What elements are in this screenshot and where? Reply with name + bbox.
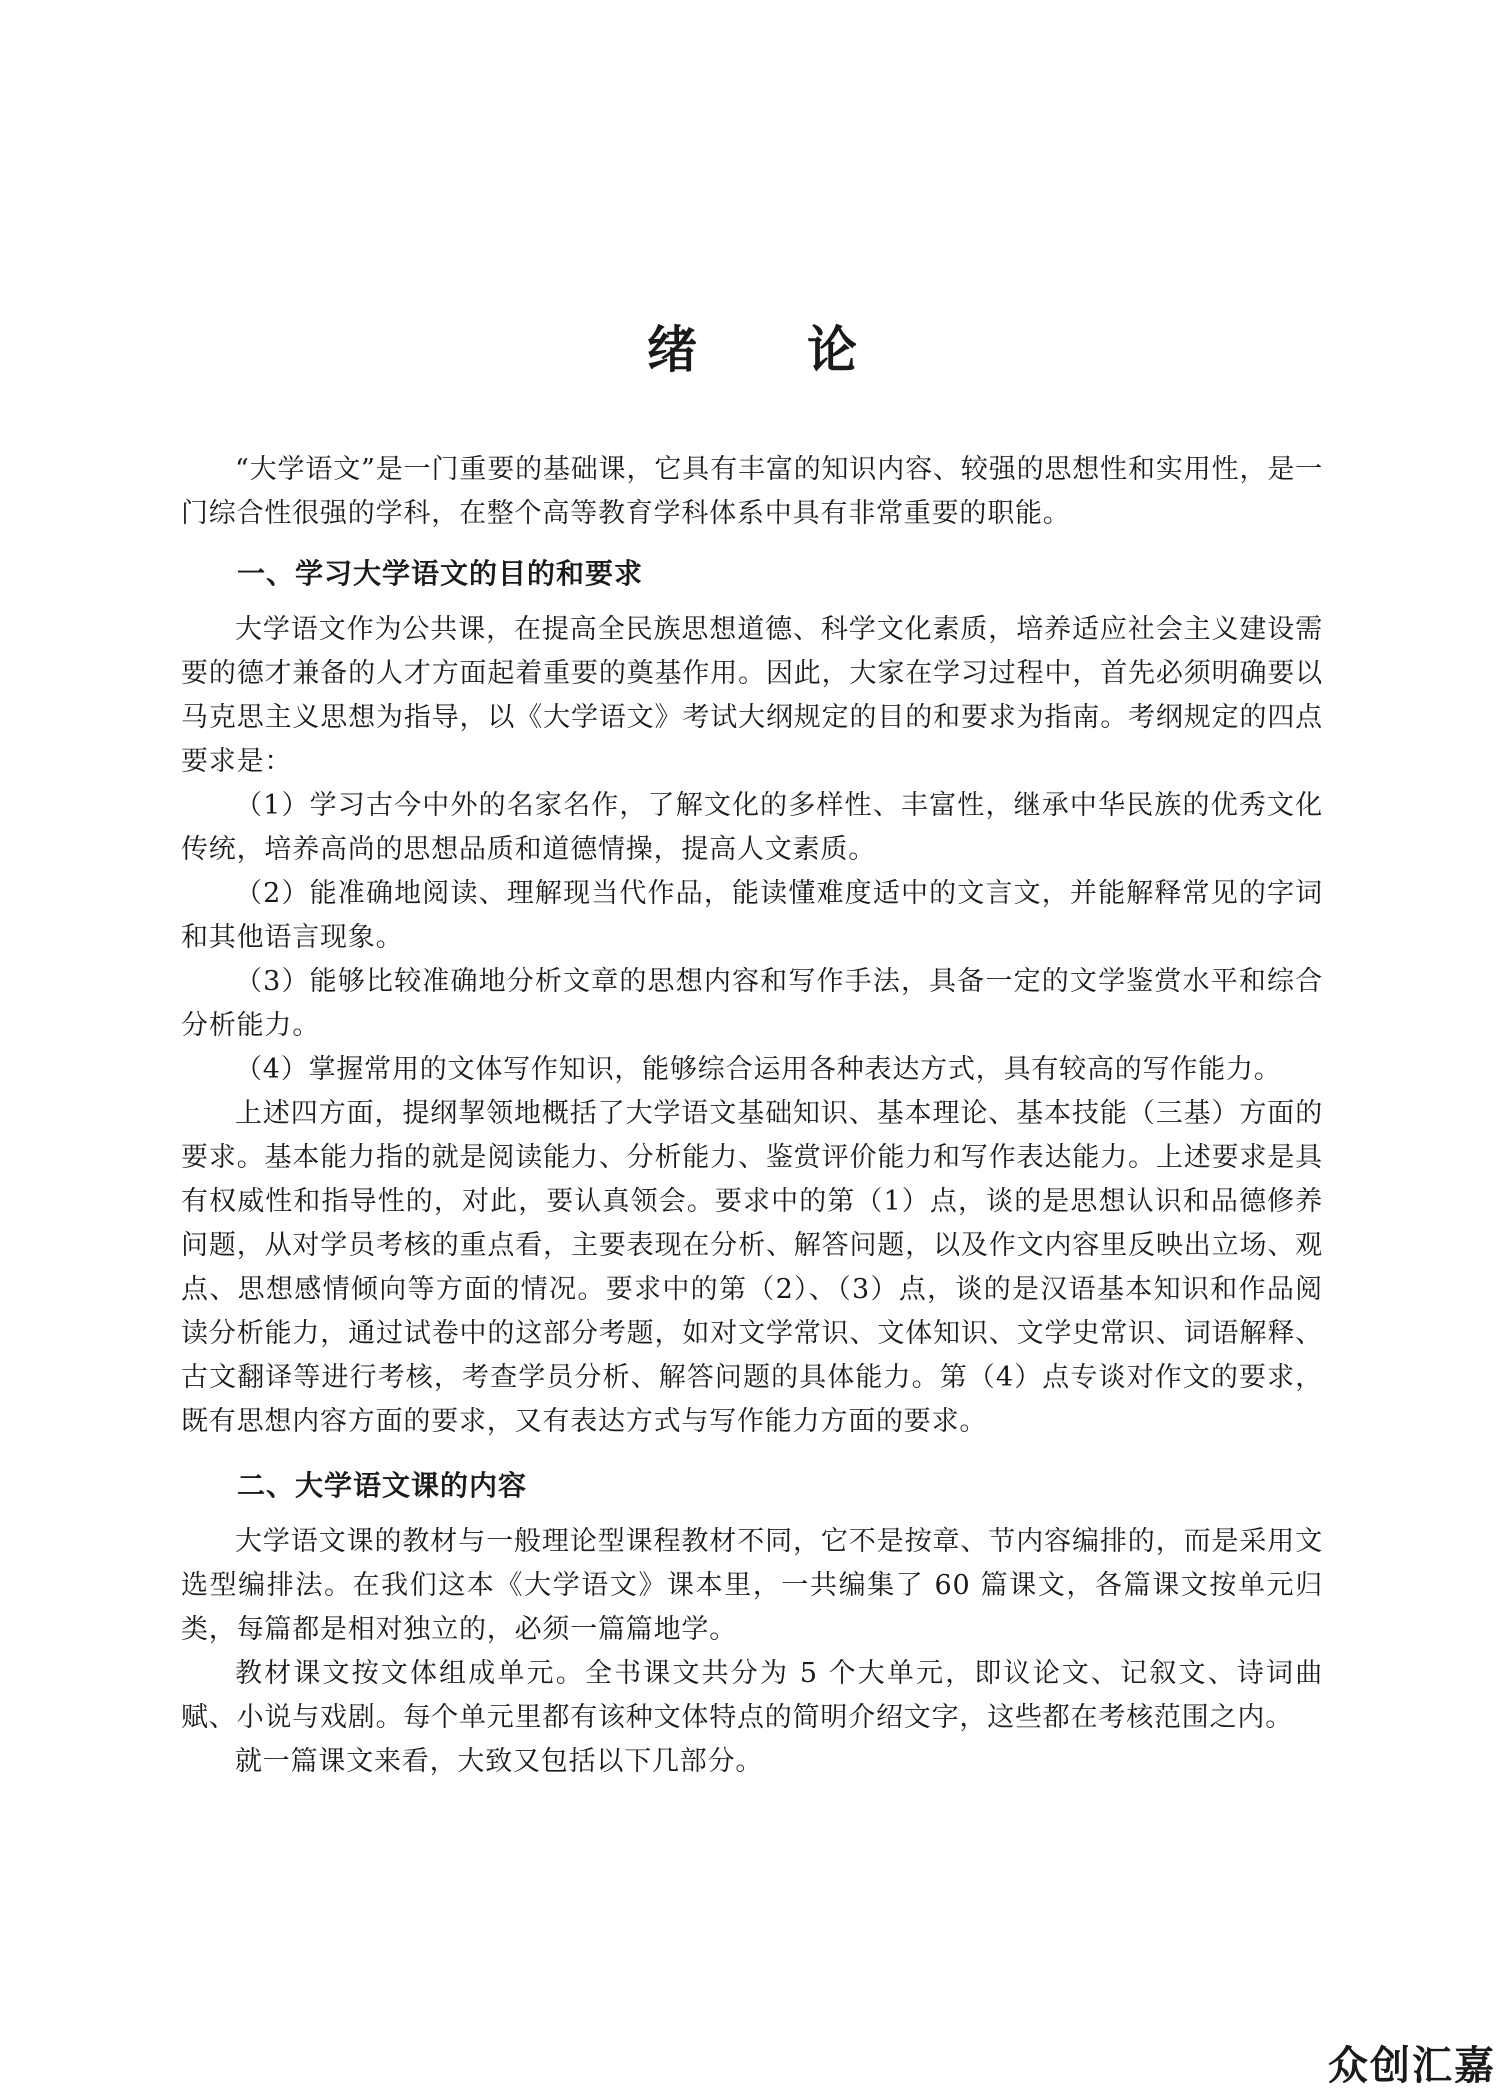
requirement-item: （1）学习古今中外的名家名作，了解文化的多样性、丰富性，继承中华民族的优秀文化传统，培养高尚的思想品质和道德情操，提高人文素质。 [181, 790, 1323, 865]
section-2-heading: 二、大学语文课的内容 [237, 1469, 528, 1502]
requirement-item: （3）能够比较准确地分析文章的思想内容和写作手法，具备一定的文学鉴赏水平和综合分析能力。 [181, 966, 1323, 1041]
section-1-paragraph: 上述四方面，提纲挈领地概括了大学语文基础知识、基本理论、基本技能（三基）方面的要求。基本能力指的就是阅读能力、分析能力、鉴赏评价能力和写作表达能力。上述要求是具有权威性和指导性的，对此，要认真领会。要求中的第（1）点，谈的是思想认识和品德修养问题，从对学员考核的重点看，主要表现在分析、解答问题，以及作文内容里反映出立场、观点、思想感情倾向等方面的情况。要求中的第（2）、（3）点，谈的是汉语基本知识和作品阅读分析能力，通过试卷中的这部分考题，如对文学常识、文体知识、文学史常识、词语解释、古文翻译等进行考核，考查学员分析、解答问题的具体能力。第（4）点专谈对作文的要求，既有思想内容方面的要求，又有表达方式与写作能力方面的要求。 [181, 1098, 1323, 1437]
page-title [181, 318, 1323, 382]
requirement-item: （2）能准确地阅读、理解现当代作品，能读懂难度适中的文言文，并能解释常见的字词和其他语言现象。 [181, 878, 1323, 953]
section-1-paragraph: 大学语文作为公共课，在提高全民族思想道德、科学文化素质，培养适应社会主义建设需要的德才兼备的人才方面起着重要的奠基作用。因此，大家在学习过程中，首先必须明确要以马克思主义思想为指导，以《大学语文》考试大纲规定的目的和要求为指南。考纲规定的四点要求是： [181, 614, 1323, 777]
document-body [181, 448, 1323, 1784]
watermark-logo: 众创汇嘉 [1328, 2043, 1496, 2089]
section-2-paragraph: 教材课文按文体组成单元。全书课文共分为 5 个大单元，即议论文、记叙文、诗词曲赋、小说与戏剧。每个单元里都有该种文体特点的简明介绍文字，这些都在考核范围之内。 [181, 1658, 1323, 1733]
section-1-heading: 一、学习大学语文的目的和要求 [237, 557, 644, 590]
title-char-2: 论 [807, 321, 857, 379]
intro-paragraph: “大学语文”是一门重要的基础课，它具有丰富的知识内容、较强的思想性和实用性，是一门综合性很强的学科，在整个高等教育学科体系中具有非常重要的职能。 [181, 454, 1323, 529]
title-char-1: 绪 [647, 321, 697, 379]
requirement-item: （4）掌握常用的文体写作知识，能够综合运用各种表达方式，具有较高的写作能力。 [235, 1054, 1282, 1085]
section-2-paragraph: 大学语文课的教材与一般理论型课程教材不同，它不是按章、节内容编排的，而是采用文选型编排法。在我们这本《大学语文》课本里，一共编集了 60 篇课文，各篇课文按单元归类，每篇都是相对独立的，必须一篇篇地学。 [181, 1526, 1323, 1645]
section-2-paragraph: 就一篇课文来看，大致又包括以下几部分。 [235, 1746, 764, 1777]
